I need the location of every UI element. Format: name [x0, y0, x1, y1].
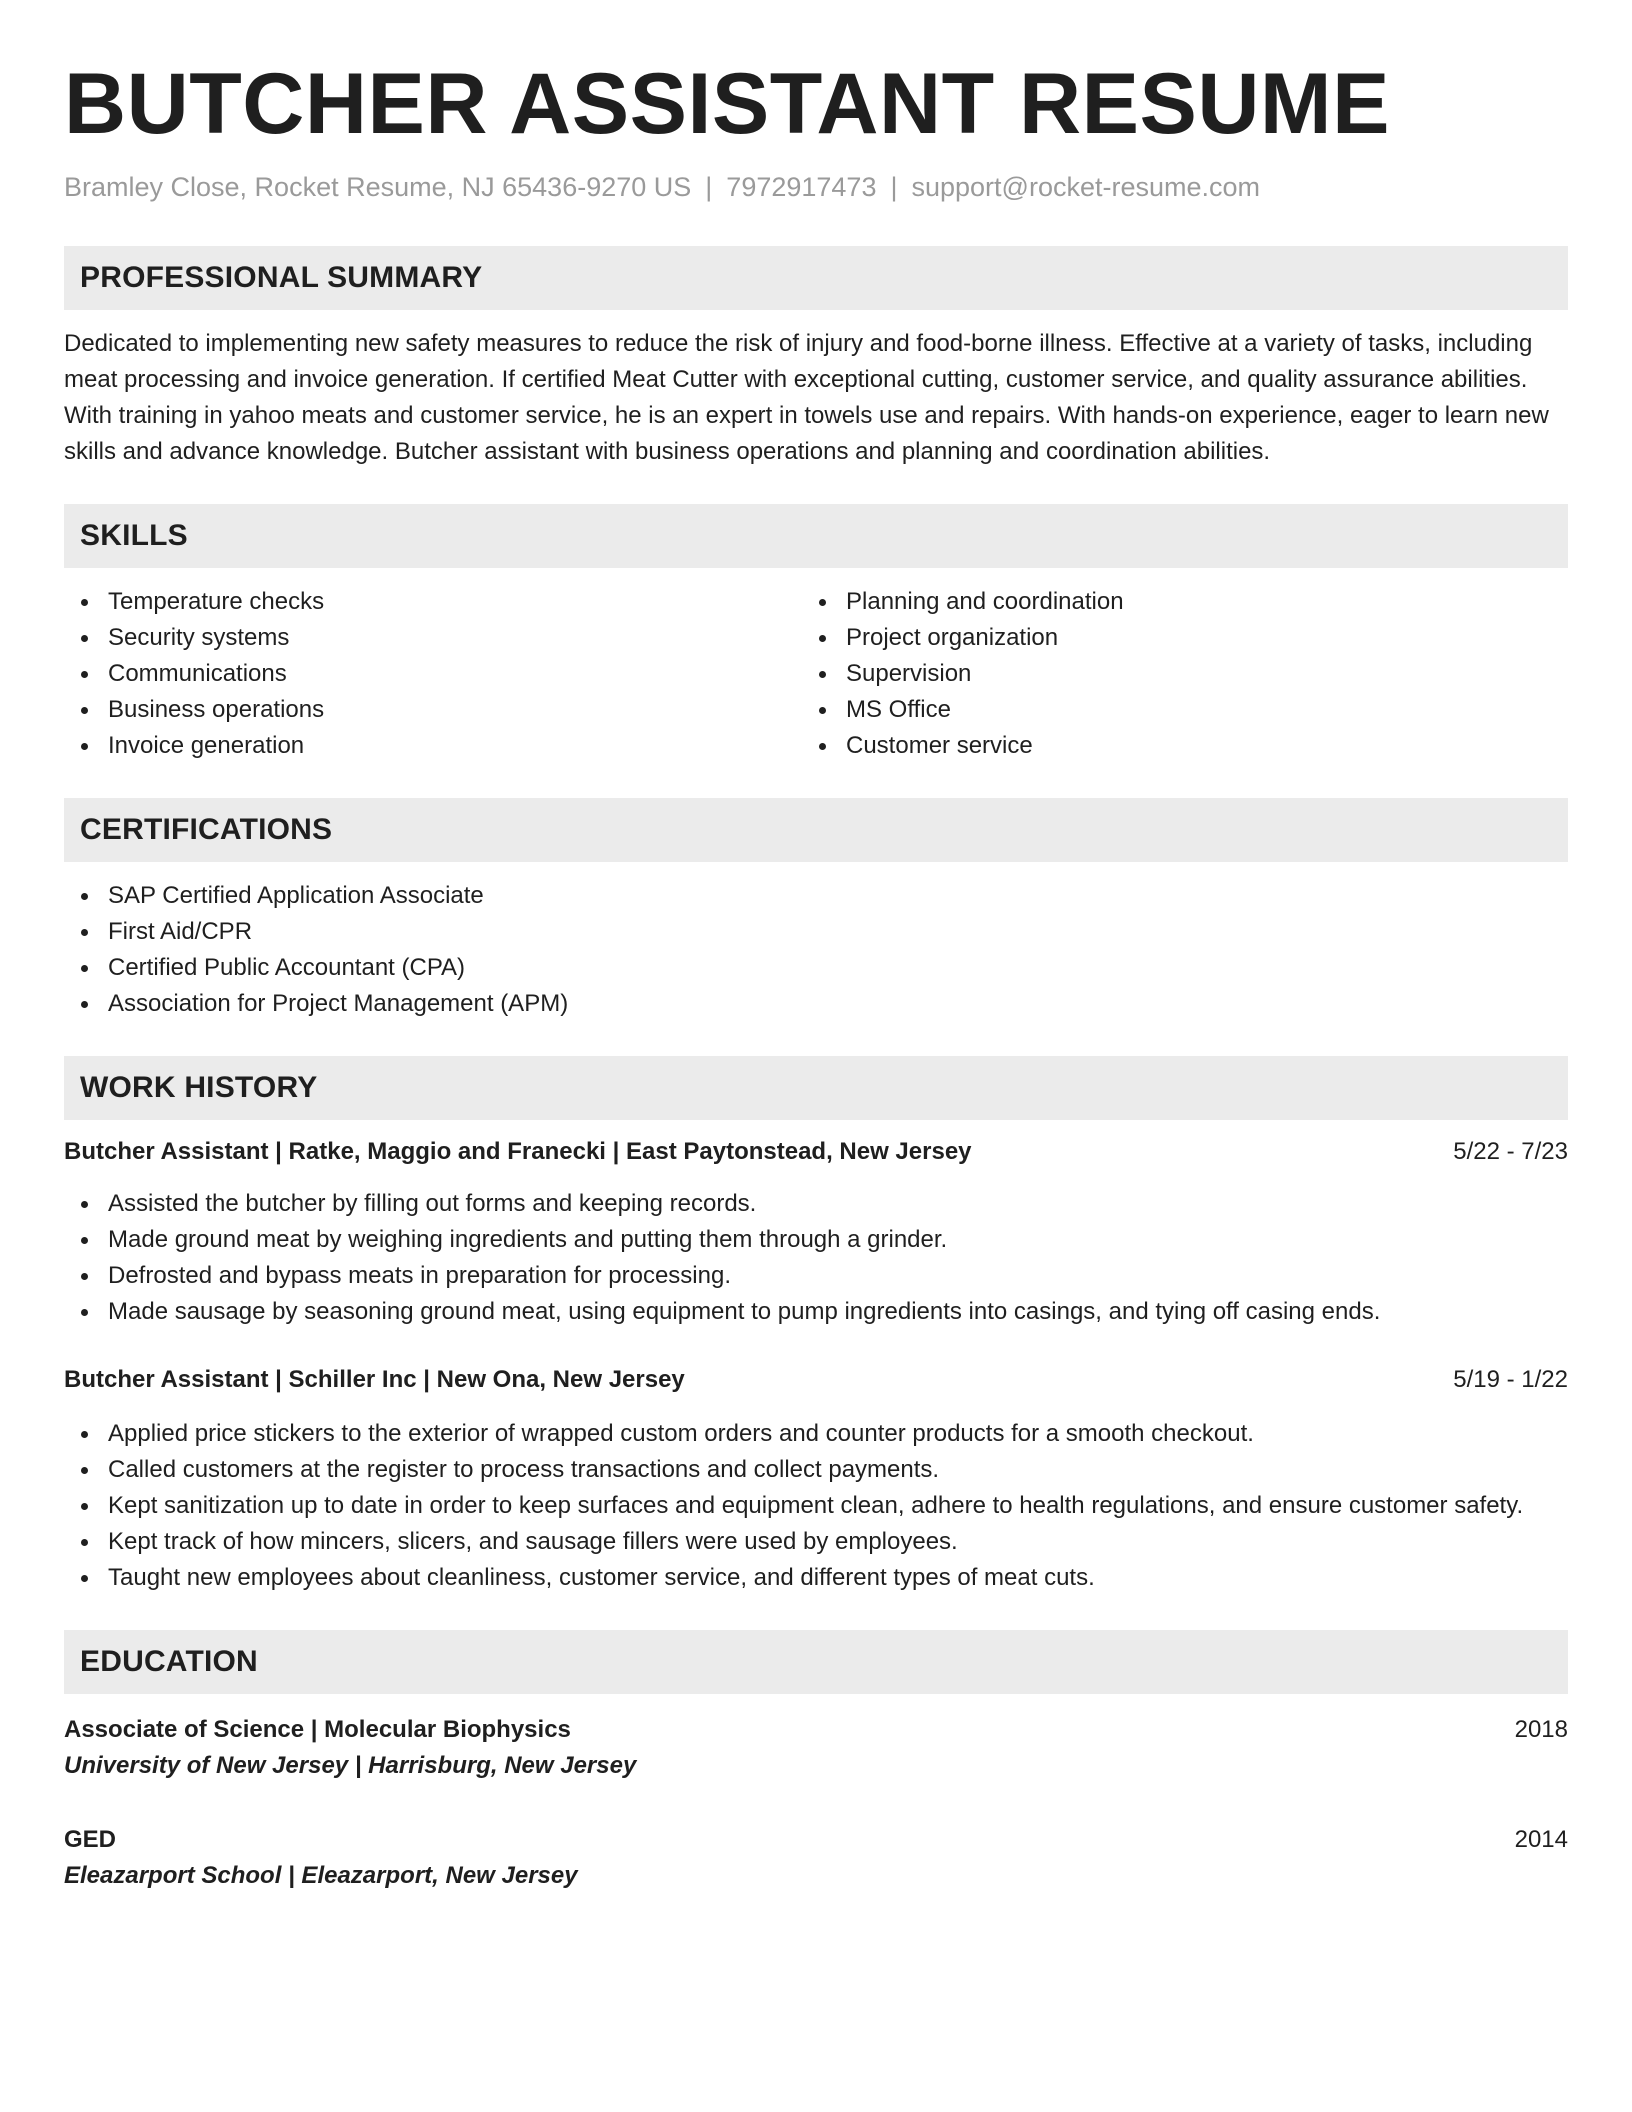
- education-degree: GED: [64, 1826, 117, 1853]
- education-year: 2014: [1514, 1826, 1568, 1853]
- skill-item: Planning and coordination: [802, 584, 1540, 620]
- education-degree: Associate of Science | Molecular Biophysics: [64, 1716, 571, 1743]
- certification-item: Association for Project Management (APM): [64, 986, 1568, 1022]
- skills-heading: SKILLS: [64, 504, 1568, 568]
- certifications-heading: CERTIFICATIONS: [64, 798, 1568, 862]
- contact-phone: 7972917473: [726, 172, 877, 202]
- job-duty: Defrosted and bypass meats in preparation for processing.: [64, 1258, 1568, 1294]
- skill-item: Temperature checks: [64, 584, 802, 620]
- job-title: Butcher Assistant | Ratke, Maggio and Franecki | East Paytonstead, New Jersey: [64, 1138, 972, 1165]
- job-duty: Applied price stickers to the exterior of wrapped custom orders and counter products for a smooth checkout.: [64, 1416, 1568, 1452]
- job-entry: [64, 1362, 1568, 1596]
- contact-line: [64, 170, 1568, 204]
- job-duty: Taught new employees about cleanliness, customer service, and different types of meat cuts.: [64, 1560, 1568, 1596]
- skills-column-right: [802, 584, 1540, 764]
- education-header: [64, 1822, 1568, 1858]
- certification-item: Certified Public Accountant (CPA): [64, 950, 1568, 986]
- summary-heading: PROFESSIONAL SUMMARY: [64, 246, 1568, 310]
- job-entry: [64, 1134, 1568, 1330]
- job-dates: 5/19 - 1/22: [1453, 1366, 1568, 1393]
- contact-separator: |: [705, 172, 713, 202]
- skills-column-left: [64, 584, 802, 764]
- skill-item: MS Office: [802, 692, 1540, 728]
- summary-text: Dedicated to implementing new safety measures to reduce the risk of injury and food-borne illness. Effective at a variety of tasks, including meat processing and invoice generation. If certified Meat Cutter with exceptional cutting, customer service, and quality assurance abilities. With training in yahoo meats and customer service, he is an expert in towels use and repairs. With hands-on experience, eager to learn new skills and advance knowledge. Butcher assistant with business operations and planning and coordination abilities.: [64, 330, 1549, 465]
- job-duty: Made sausage by seasoning ground meat, using equipment to pump ingredients into casings, and tying off casing ends.: [64, 1294, 1568, 1330]
- education-heading: EDUCATION: [64, 1630, 1568, 1694]
- education-year: 2018: [1514, 1716, 1568, 1743]
- job-duty: Assisted the butcher by filling out forms and keeping records.: [64, 1186, 1568, 1222]
- job-title: Butcher Assistant | Schiller Inc | New Ona, New Jersey: [64, 1366, 685, 1393]
- skill-item: Customer service: [802, 728, 1540, 764]
- skill-item: Security systems: [64, 620, 802, 656]
- certification-item: First Aid/CPR: [64, 914, 1568, 950]
- job-header: [64, 1362, 1568, 1398]
- job-duty: Kept track of how mincers, slicers, and sausage fillers were used by employees.: [64, 1524, 1568, 1560]
- education-school: Eleazarport School | Eleazarport, New Jersey: [64, 1862, 578, 1889]
- job-duties: [64, 1416, 1568, 1596]
- job-dates: 5/22 - 7/23: [1453, 1138, 1568, 1165]
- certification-item: SAP Certified Application Associate: [64, 878, 1568, 914]
- job-duty: Kept sanitization up to date in order to keep surfaces and equipment clean, adhere to health regulations, and ensure customer safety.: [64, 1488, 1568, 1524]
- contact-email: support@rocket-resume.com: [911, 172, 1261, 202]
- education-entry: [64, 1822, 1568, 1894]
- skills-list: [64, 584, 1568, 764]
- job-duty: Made ground meat by weighing ingredients and putting them through a grinder.: [64, 1222, 1568, 1258]
- resume-title: BUTCHER ASSISTANT RESUME: [64, 56, 1390, 152]
- education-school: University of New Jersey | Harrisburg, New Jersey: [64, 1752, 637, 1779]
- contact-separator: |: [890, 172, 898, 202]
- certifications-list: [64, 878, 1568, 1022]
- skill-item: Supervision: [802, 656, 1540, 692]
- work-history-heading: WORK HISTORY: [64, 1056, 1568, 1120]
- skill-item: Business operations: [64, 692, 802, 728]
- skill-item: Project organization: [802, 620, 1540, 656]
- job-duties: [64, 1186, 1568, 1330]
- job-header: [64, 1134, 1568, 1170]
- education-entry: [64, 1712, 1568, 1784]
- education-header: [64, 1712, 1568, 1748]
- job-duty: Called customers at the register to process transactions and collect payments.: [64, 1452, 1568, 1488]
- skill-item: Communications: [64, 656, 802, 692]
- contact-address: Bramley Close, Rocket Resume, NJ 65436-9270 US: [64, 172, 692, 202]
- skill-item: Invoice generation: [64, 728, 802, 764]
